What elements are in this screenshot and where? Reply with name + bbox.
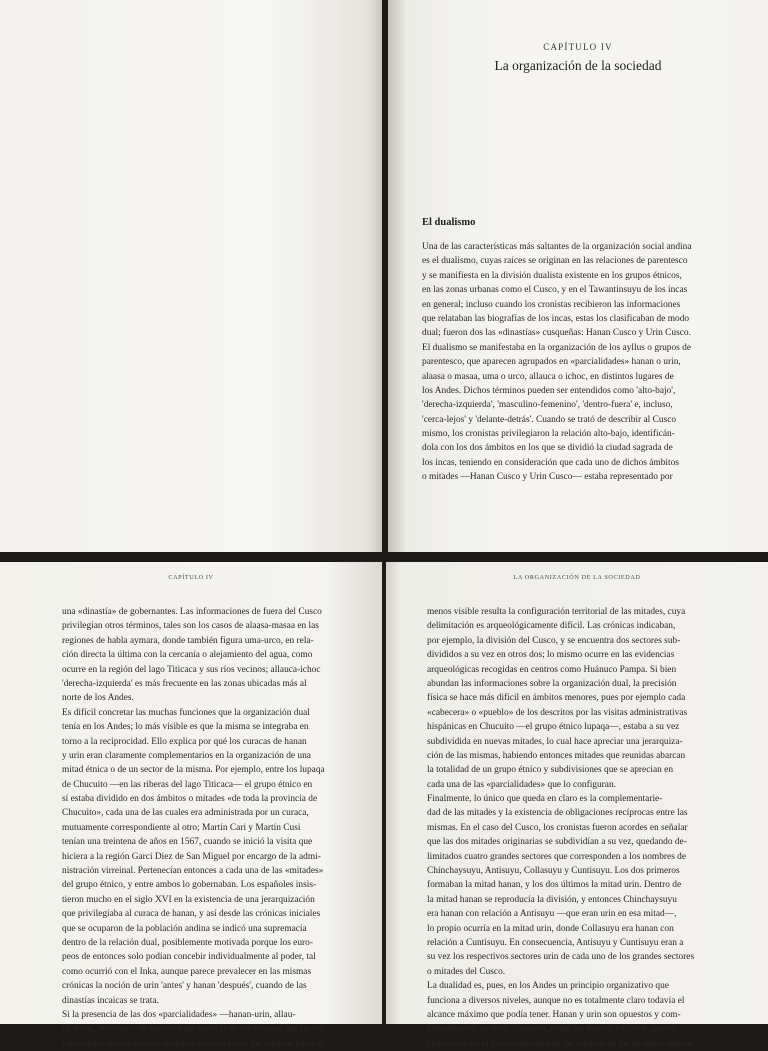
text-line: nistración virreinal. Pertenecían entonces a cada una de las «mitades» xyxy=(62,866,324,877)
text-line: del grupo étnico, y entre ambos lo gobernaban. Los españoles insis- xyxy=(62,880,317,891)
text-line: funciona a diversos niveles, aunque no es totalmente claro todavía el xyxy=(427,995,685,1006)
text-line: claramente en el funcionamiento de las mitades de las unidades étnicas xyxy=(427,1038,694,1049)
text-line: tenía en los Andes; lo más visible es que la misma se integraba en xyxy=(62,722,309,733)
text-line: dad de las mitades y la existencia de obligaciones recíprocas entre las xyxy=(427,808,688,819)
text-line: 'derecha-izquierda' es más frecuente en las zonas ubicadas más al xyxy=(62,678,307,689)
text-line: o mitades —Hanan Cusco y Urin Cusco— estaba representado por xyxy=(422,472,673,483)
text-line: sí estaba dividido en dos ámbitos o mitades «de toda la provincia de xyxy=(62,794,318,805)
running-head: LA ORGANIZACIÓN DE LA SOCIEDAD xyxy=(513,574,641,581)
text-line: por ejemplo, la división del Cusco, y se encuentra dos sectores sub- xyxy=(427,635,681,646)
text-line: ocurre en la región del lago Titicaca y sus ríos vecinos; allauca-ichoc xyxy=(62,664,321,675)
text-line: delimitación es arqueológicamente difícil. Las crónicas indicaban, xyxy=(427,621,676,632)
text-line: hispánicas en Chucuito —el grupo étnico lupaqa—, estaba a su vez xyxy=(427,722,680,733)
text-line: una «dinastía» de gobernantes. Las informaciones de fuera del Cusco xyxy=(62,607,322,617)
text-line: dola con los dos ámbitos en los que se dividió la ciudad sagrada de xyxy=(422,443,673,454)
text-line: que las dos mitades originarias se subdividían a su vez, quedando de- xyxy=(427,837,687,848)
text-line: dentro de la relación dual, posiblemente motivada porque los euro- xyxy=(62,937,313,948)
text-line: y se manifiesta en la división dualista existente en los grupos étnicos, xyxy=(422,270,682,281)
text-line: en general; incluso cuando los cronistas recibieron las informaciones xyxy=(422,299,681,310)
text-line: La dualidad es, pues, en los Andes un principio organizativo que xyxy=(427,981,669,992)
text-line: ción de las mismas, habiendo entonces mitades que reunidas abarcan xyxy=(427,750,686,761)
text-line: y urin eran claramente complementarios en la organización de una xyxy=(62,750,311,761)
text-line: la totalidad de un grupo étnico y subdivisiones que se aprecian en xyxy=(427,765,674,776)
text-line: mismas. En el caso del Cusco, los cronistas fueron acordes en señalar xyxy=(427,822,688,833)
text-line: la mitad hanan se reproducía la división, y entonces Chinchaysuyu xyxy=(427,894,677,905)
text-line: torno a la reciprocidad. Ello explica por qué los curacas de hanan xyxy=(62,736,307,747)
text-line: ca-ichoc, etcétera— es tan evidente como la de los curacas que las en- xyxy=(62,1024,326,1035)
text-line: limitados cuatro grandes sectores que corresponden a los nombres de xyxy=(427,851,687,862)
text-line: arqueológicas recogidas en centros como Huánuco Pampa. Si bien xyxy=(427,664,677,675)
text-line: peos de entonces solo podían concebir individualmente al poder, tal xyxy=(62,952,316,963)
text-line: parentesco, que aparecen agrupados en «parcialidades» hanan o urin, xyxy=(422,357,681,368)
text-line: en las zonas urbanas como el Cusco, y en el Tawantinsuyu de los incas xyxy=(422,285,688,296)
text-line: Chinchaysuyu, Antisuyu, Collasuyu y Cuntisuyu. Los dos primeros xyxy=(427,866,680,877)
text-line: o mitades del Cusco. xyxy=(427,966,506,977)
text-line: alaasa o masaa, uma o urco, allauca o ichoc, en distintos lugares de xyxy=(422,371,674,382)
left-page-bottom xyxy=(0,562,382,1049)
blank-left-page-top xyxy=(0,0,382,552)
text-line: mitad étnica o de un sector de la misma. Por ejemplo, entre los lupaqa xyxy=(62,765,325,776)
text-line: cada una de las «parcialidades» que lo configuran. xyxy=(427,779,616,790)
text-line: regiones de habla aymara, donde también figura uma-urco, en rela- xyxy=(62,635,314,646)
text-line: mismo, los cronistas privilegiaron la relación alto-bajo, identificán- xyxy=(422,429,675,440)
text-line: dinastías incaicas se trata. xyxy=(62,995,159,1006)
text-line: «cabecera» o «pueblo» de los descritos por las visitas administrativas xyxy=(427,707,688,718)
text-line: divididos a su vez en otros dos; lo mismo ocurre en las evidencias xyxy=(427,650,675,661)
text-line: 'cerca-lejos' y 'delante-detrás'. Cuando se trató de describir al Cusco xyxy=(422,414,677,425)
text-line: lo propio ocurría en la mitad urin, donde Collasuyu era hanan con xyxy=(427,923,674,934)
text-line: Chucuito», cada una de las cuales era administrada por un curaca, xyxy=(62,808,309,819)
text-line: mutuamente correspondiente al otro; Martín Cari y Martín Cusi xyxy=(62,822,301,833)
text-line: menos visible resulta la configuración territorial de las mitades, cuya xyxy=(427,607,686,617)
body-text xyxy=(62,605,362,1051)
text-line: norte de los Andes. xyxy=(62,693,134,704)
text-line: crónicas la noción de urin 'antes' y hanan 'después', cuando de las xyxy=(62,981,307,992)
text-line: ción directa la última con la cercanía o alejamiento del agua, como xyxy=(62,650,313,661)
right-page-bottom xyxy=(386,562,768,1049)
text-line: 'derecha-izquierda', 'masculino-femenino', 'dentro-fuera' e, incluso, xyxy=(422,400,673,411)
body-text xyxy=(427,605,727,1051)
text-line: tieron mucho en el siglo XVI en la existencia de una jerarquización xyxy=(62,894,315,905)
text-line: dual; fueron dos las «dinastías» cusqueñas: Hanan Cusco y Urin Cusco. xyxy=(422,328,691,339)
text-line: de Chucuito —en las riberas del lago Titicaca— el grupo étnico en xyxy=(62,779,313,790)
text-line: hiciera a la región Garci Diez de San Miguel por encargo de la admi- xyxy=(62,851,321,862)
text-line: que relataban las biografías de los incas, estas los clasificaban de modo xyxy=(422,313,690,324)
text-line: que privilegiaba al curaca de hanan, y así desde las crónicas iniciales xyxy=(62,909,321,920)
text-line: Es difícil concretar las muchas funciones que la organización dual xyxy=(62,707,310,718)
text-line: El dualismo se manifestaba en la organización de los ayllus o grupos de xyxy=(422,342,692,353)
chapter-title: La organización de la sociedad xyxy=(494,58,662,73)
text-line: su vez los respectivos sectores urin de cada uno de los grandes sectores xyxy=(427,952,695,963)
section-heading: El dualismo xyxy=(422,217,476,228)
text-line: privilegian otros términos, tales son los casos de alaasa-masaa en las xyxy=(62,621,319,632)
text-line: abundan las informaciones sobre la organización dual, la precisión xyxy=(427,678,677,689)
text-line: física se hace más difícil en ámbitos menores, pues por ejemplo cada xyxy=(427,693,686,704)
text-line: subdividida en nuevas mitades, lo cual hace apreciar una jerarquiza- xyxy=(427,736,683,747)
text-line: Si la presencia de las dos «parcialidades» —hanan-urin, allau- xyxy=(62,1009,296,1020)
text-line: plementarios, es decir, yanantin, como las manos, y ello se aprecia xyxy=(427,1024,677,1035)
body-text xyxy=(422,240,738,485)
chapter-label: CAPÍTULO IV xyxy=(543,42,613,52)
text-line: Una de las características más saltantes de la organización social andina xyxy=(422,242,692,252)
running-head: CAPÍTULO IV xyxy=(168,574,214,581)
text-line: como ocurrió con el Inka, aunque parece prevalecer en las mismas xyxy=(62,966,312,977)
text-line: tenían una treintena de años en 1567, cuando se inició la visita que xyxy=(62,837,313,848)
chapter-opening-page xyxy=(388,0,768,552)
text-line: los incas, teniendo en consideración que cada uno de dichos ámbitos xyxy=(422,457,679,468)
text-line: relación a Cuntisuyu. En consecuencia, Antisuyu y Cuntisuyu eran a xyxy=(427,937,684,948)
text-line: los Andes. Dichos términos pueden ser entendidos como 'alto-bajo', xyxy=(422,385,676,396)
text-line: alcance máximo que podía tener. Hanan y urin son opuestos y com- xyxy=(427,1009,681,1020)
text-line: es el dualismo, cuyas raíces se originan en las relaciones de parentesco xyxy=(422,256,688,267)
text-line: cabezaban, vemos se correspondían entre sí como las mitades mismas, xyxy=(62,1038,327,1049)
text-line: Finalmente, lo único que queda en claro es la complementarie- xyxy=(427,794,663,805)
text-line: era hanan con relación a Antisuyu —que eran urin en esa mitad—, xyxy=(427,909,677,920)
text-line: que se ocuparon de la población andina se indicó una supremacía xyxy=(62,923,307,934)
text-line: formaban la mitad hanan, y los dos últimos la mitad urin. Dentro de xyxy=(427,880,682,891)
